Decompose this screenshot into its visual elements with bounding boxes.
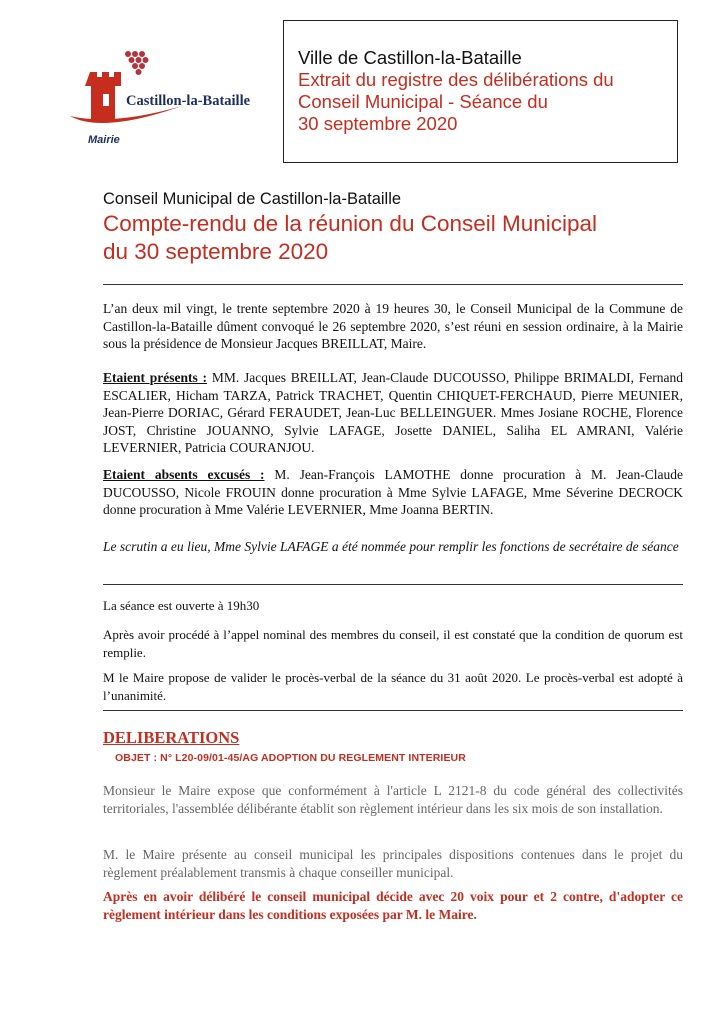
council-subtitle: Conseil Municipal de Castillon-la-Bataille xyxy=(103,190,402,208)
report-title-line-2: du 30 septembre 2020 xyxy=(103,239,329,264)
town-name: Ville de Castillon-la-Bataille xyxy=(298,47,522,68)
absent-list: M. Jean-François LAMOTHE donne procuration à M. Jean-Claude DUCOUSSO, Nicole FROUIN donne procuration à Mme Sylvie LAFAGE, Mme Séverine DECROCK donne procuration à Mme Valérie LEVERNIER, Mme Joanna BERTIN. xyxy=(103,467,683,517)
decision-paragraph: Après en avoir délibéré le conseil municipal décide avec 20 voix pour et 2 contre, d'adopter ce règlement intérieur dans les conditions exposées par M. le Maire. xyxy=(103,889,683,922)
castillon-logo xyxy=(62,46,267,161)
extract-line-1: Extrait du registre des délibérations du xyxy=(298,69,614,90)
deliberations-heading: DELIBERATIONS xyxy=(103,728,240,747)
logo-tagline: Mairie xyxy=(88,134,120,146)
absent-label: Etaient absents excusés : xyxy=(103,467,265,482)
objet-line: OBJET : N° L20-09/01-45/AG ADOPTION DU REGLEMENT INTERIEUR xyxy=(115,752,466,764)
divider xyxy=(103,584,683,585)
opening-line: La séance est ouverte à 19h30 xyxy=(103,598,260,613)
castle-grape-emblem xyxy=(62,46,267,136)
delib-paragraph-1: Monsieur le Maire expose que conformément à l'article L 2121-8 du code général des collectivités territoriales, l'assemblée délibérante établit son règlement intérieur dans les six mois de son installation. xyxy=(103,783,683,816)
report-title-line-1: Compte-rendu de la réunion du Conseil Municipal xyxy=(103,211,598,236)
present-label: Etaient présents : xyxy=(103,370,208,385)
absent-paragraph xyxy=(103,466,683,519)
divider xyxy=(103,284,683,285)
present-list: MM. Jacques BREILLAT, Jean-Claude DUCOUSSO, Philippe BRIMALDI, Fernand ESCALIER, Hicham TARZA, Patrick TRACHET, Quentin CHIQUET-FERCHAUD, Pierre MEUNIER, Jean-Pierre DORIAC, Gérard FERAUDET, Jean-Luc BELLEINGUER. Mmes Josiane ROCHE, Florence JOST, Christine JOUANNO, Sylvie LAFAGE, Josette DANIEL, Saliha EL AMRANI, Valérie LEVERNIER, Patricia COURANJOU. xyxy=(103,370,683,455)
extract-line-2: Conseil Municipal - Séance du xyxy=(298,91,548,112)
scrutin-paragraph: Le scrutin a eu lieu, Mme Sylvie LAFAGE a été nommée pour remplir les fonctions de secrétaire de séance xyxy=(103,539,679,554)
delib-paragraph-2: M. le Maire présente au conseil municipal les principales dispositions contenues dans le projet du règlement préalablement transmis à chaque conseiller municipal. xyxy=(103,847,683,880)
document-title xyxy=(103,190,683,265)
divider xyxy=(103,710,683,711)
svg-text:Castillon-la-Bataille: Castillon-la-Bataille xyxy=(126,93,251,109)
quorum-paragraph: Après avoir procédé à l’appel nominal des membres du conseil, il est constaté que la condition de quorum est remplie. xyxy=(103,627,683,660)
header-box xyxy=(283,20,678,163)
present-paragraph xyxy=(103,369,683,457)
pv-paragraph: M le Maire propose de valider le procès-verbal de la séance du 31 août 2020. Le procès-verbal est adopté à l’unanimité. xyxy=(103,670,683,703)
extract-line-3: 30 septembre 2020 xyxy=(298,113,458,134)
intro-paragraph: L’an deux mil vingt, le trente septembre 2020 à 19 heures 30, le Conseil Municipal de la Commune de Castillon-la-Bataille dûment convoqué le 26 septembre 2020, s’est réuni en session ordinaire, à la Mairie sous la présidence de Monsieur Jacques BREILLAT, Maire. xyxy=(103,301,683,351)
